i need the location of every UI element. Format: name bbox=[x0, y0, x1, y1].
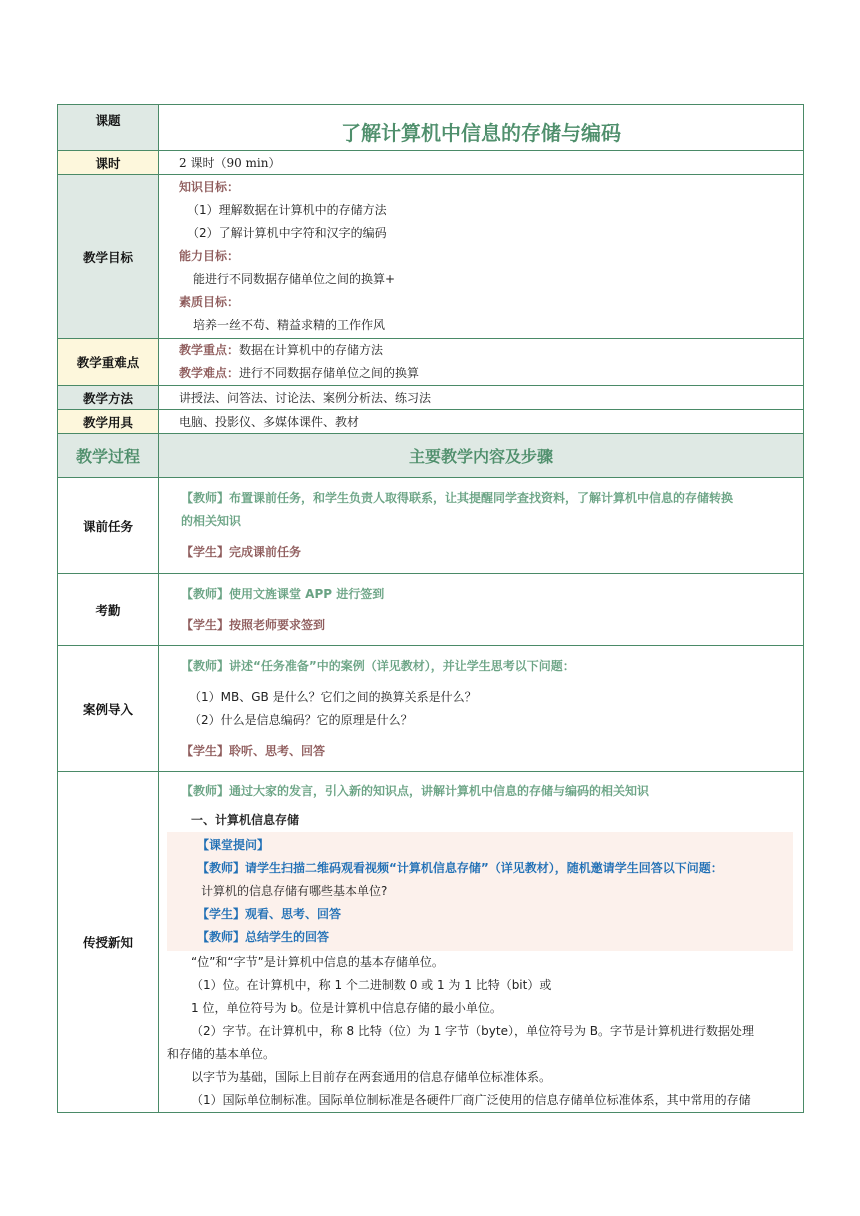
knowledge-item-2: （2）了解计算机中字符和汉字的编码 bbox=[187, 226, 387, 240]
ability-title: 能力目标： bbox=[179, 249, 240, 263]
class-question-text: 计算机的信息存储有哪些基本单位? bbox=[201, 884, 388, 898]
knowledge-title: 知识目标： bbox=[179, 180, 240, 194]
case-intro-content bbox=[159, 646, 804, 772]
case-intro-question-1: （1）MB、GB 是什么？它们之间的换算关系是什么？ bbox=[189, 689, 477, 704]
para-5: （1）国际单位制标准。国际单位制标准是各硬件厂商广泛使用的信息存储单位标准体系，其中常用的存储 bbox=[191, 1093, 751, 1107]
para-2a: （1）位。在计算机中，称 1 个二进制数 0 或 1 为 1 比特（bit）或 bbox=[191, 978, 552, 992]
key-points-row bbox=[58, 339, 804, 386]
attendance-content bbox=[159, 574, 804, 646]
difficulty-title: 教学难点： bbox=[179, 366, 240, 380]
class-question-summary: 【教师】总结学生的回答 bbox=[197, 930, 330, 944]
lesson-plan-table bbox=[57, 104, 804, 1113]
key-points-label: 教学重难点 bbox=[58, 339, 159, 386]
pre-task-row bbox=[58, 478, 804, 574]
tools-label: 教学用具 bbox=[58, 410, 159, 434]
key-points-content bbox=[159, 339, 804, 386]
tools-row bbox=[58, 410, 804, 434]
topic-label: 课题 bbox=[58, 105, 159, 151]
pre-task-label: 课前任务 bbox=[58, 478, 159, 574]
case-intro-question-2: （2）什么是信息编码？它的原理是什么？ bbox=[189, 712, 413, 727]
class-question-teacher: 【教师】请学生扫描二维码观看视频“计算机信息存储”（详见教材），随机邀请学生回答以下问题： bbox=[197, 861, 723, 875]
case-intro-student: 【学生】聆听、思考、回答 bbox=[181, 743, 326, 758]
attendance-student: 【学生】按照老师要求签到 bbox=[181, 617, 326, 632]
attendance-row bbox=[58, 574, 804, 646]
quality-item: 培养一丝不苟、精益求精的工作作风 bbox=[193, 318, 386, 332]
class-question-box bbox=[167, 832, 793, 951]
pre-task-teacher-line-1: 【教师】布置课前任务，和学生负责人取得联系，让其提醒同学查找资料，了解计算机中信息的存储转换 bbox=[181, 491, 734, 505]
hours-label: 课时 bbox=[58, 151, 159, 175]
page-title: 了解计算机中信息的存储与编码 bbox=[159, 105, 804, 151]
method-row bbox=[58, 386, 804, 410]
case-intro-row bbox=[58, 646, 804, 772]
process-label: 教学过程 bbox=[58, 434, 159, 478]
method-label: 教学方法 bbox=[58, 386, 159, 410]
class-question-student: 【学生】观看、思考、回答 bbox=[197, 907, 342, 921]
pre-task-student: 【学生】完成课前任务 bbox=[181, 545, 302, 559]
case-intro-label: 案例导入 bbox=[58, 646, 159, 772]
para-3a: （2）字节。在计算机中，称 8 比特（位）为 1 字节（byte），单位符号为 B。字节是计算机进行数据处理 bbox=[191, 1024, 755, 1038]
new-knowledge-label: 传授新知 bbox=[58, 772, 159, 1113]
ability-item: 能进行不同数据存储单位之间的换算+ bbox=[193, 272, 396, 286]
para-4: 以字节为基础，国际上目前存在两套通用的信息存储单位标准体系。 bbox=[191, 1070, 552, 1084]
tools-text: 电脑、投影仪、多媒体课件、教材 bbox=[159, 410, 804, 434]
title-row bbox=[58, 105, 804, 151]
pre-task-teacher-line-2: 的相关知识 bbox=[181, 514, 242, 528]
difficulty-text: 进行不同数据存储单位之间的换算 bbox=[239, 366, 420, 380]
goals-content bbox=[159, 175, 804, 339]
pre-task-content bbox=[159, 478, 804, 574]
section-heading: 一、计算机信息存储 bbox=[191, 813, 300, 827]
new-knowledge-teacher: 【教师】通过大家的发言，引入新的知识点，讲解计算机中信息的存储与编码的相关知识 bbox=[181, 784, 650, 798]
key-title: 教学重点： bbox=[179, 343, 240, 357]
key-text: 数据在计算机中的存储方法 bbox=[239, 343, 384, 357]
case-intro-teacher: 【教师】讲述“任务准备”中的案例（详见教材），并让学生思考以下问题： bbox=[181, 658, 575, 673]
process-header-row bbox=[58, 434, 804, 478]
quality-title: 素质目标： bbox=[179, 295, 240, 309]
goals-row bbox=[58, 175, 804, 339]
hours-value: 2 课时（90 min） bbox=[159, 151, 804, 175]
method-text: 讲授法、问答法、讨论法、案例分析法、练习法 bbox=[159, 386, 804, 410]
class-question-title: 【课堂提问】 bbox=[197, 838, 270, 852]
para-1: “位”和“字节”是计算机中信息的基本存储单位。 bbox=[191, 955, 444, 969]
attendance-teacher: 【教师】使用文旌课堂 APP 进行签到 bbox=[181, 586, 385, 601]
hours-row bbox=[58, 151, 804, 175]
knowledge-item-1: （1）理解数据在计算机中的存储方法 bbox=[187, 203, 387, 217]
para-3b: 和存储的基本单位。 bbox=[167, 1047, 276, 1061]
process-title: 主要教学内容及步骤 bbox=[159, 434, 804, 478]
new-knowledge-row bbox=[58, 772, 804, 1113]
attendance-label: 考勤 bbox=[58, 574, 159, 646]
new-knowledge-content bbox=[159, 772, 804, 1113]
para-2b: 1 位，单位符号为 b。位是计算机中信息存储的最小单位。 bbox=[191, 1001, 502, 1015]
goals-label: 教学目标 bbox=[58, 175, 159, 339]
